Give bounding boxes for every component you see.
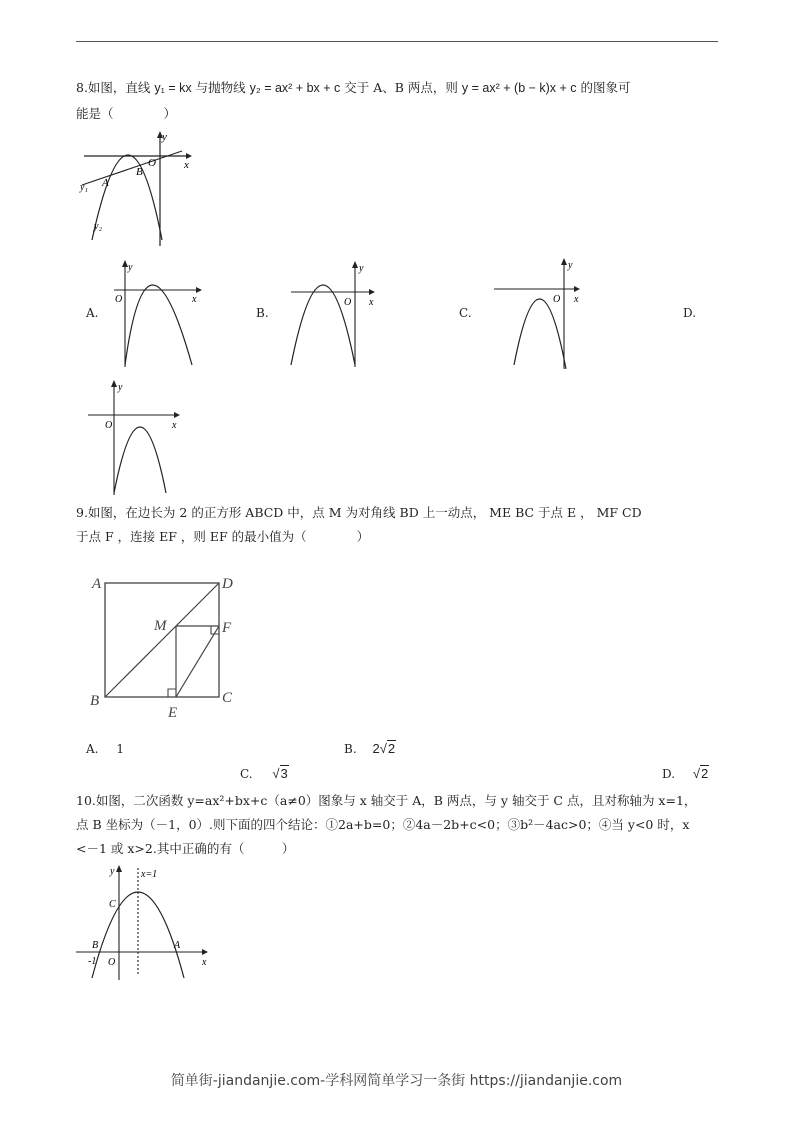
q8-label-x: x	[184, 159, 189, 171]
q8-eq-y1: y₁ = kx	[154, 81, 192, 95]
q8-option-c-label[interactable]: C.	[459, 306, 472, 320]
q10-x-arrow	[202, 949, 208, 955]
q9-option-c-label: C.	[240, 767, 253, 781]
q9-option-a[interactable]	[86, 742, 124, 756]
q9-option-b-label: B.	[344, 742, 357, 756]
q9-option-d[interactable]	[662, 766, 709, 781]
q10-label-x: x	[202, 957, 207, 968]
label-y: y	[359, 263, 364, 274]
q10-y-arrow	[116, 865, 122, 872]
label-y: y	[128, 262, 133, 273]
sqrt-icon: √	[692, 766, 700, 781]
q8-label-y: y	[162, 131, 167, 143]
q8-label-o: O	[148, 157, 156, 169]
label-c: C	[222, 690, 233, 706]
label-x: x	[369, 297, 374, 308]
q10-line3: <－1 或 x>2.其中正确的有（ ）	[76, 841, 295, 856]
q8-text-mid2: 交于 A、B 两点，则	[344, 80, 458, 95]
label-x: x	[574, 294, 579, 305]
parabola	[114, 427, 166, 493]
label-m: M	[154, 618, 167, 634]
q9-option-a-label: A.	[86, 742, 99, 756]
sqrt-icon: √	[272, 766, 280, 781]
label-e: E	[168, 705, 178, 720]
q8-line2: 能是（ ）	[76, 106, 177, 121]
label-y: y	[118, 382, 123, 393]
q9-option-b-radicand: 2	[387, 741, 396, 756]
q10-label-symmetry: x=1	[141, 869, 158, 880]
q10-label-y: y	[110, 866, 115, 877]
label-f: F	[222, 620, 232, 636]
q10-label-b: B	[92, 940, 99, 951]
q9-option-c-radicand: 3	[280, 766, 288, 781]
q9-option-d-label: D.	[662, 767, 676, 781]
label-o: O	[553, 294, 561, 305]
parabola	[514, 299, 566, 369]
q8-text-suffix: 的图象可	[580, 80, 631, 95]
q8-text-mid1: 与抛物线	[195, 80, 246, 95]
label-a: A	[92, 576, 102, 592]
q8-option-a-graph[interactable]	[112, 257, 207, 369]
arrow-y	[111, 380, 117, 387]
q10-label-a: A	[174, 940, 181, 951]
q8-option-c-graph[interactable]	[492, 257, 587, 369]
q8-text-prefix: 8.如图，直线	[76, 80, 151, 95]
q8-option-d-label[interactable]: D.	[683, 306, 697, 320]
label-o: O	[115, 294, 123, 305]
q8-option-b-graph[interactable]	[289, 257, 384, 369]
q9-option-b-coef: 2	[372, 741, 380, 756]
label-x: x	[192, 294, 197, 305]
q8-figure	[74, 128, 199, 246]
q9-figure	[84, 570, 244, 720]
q8-option-a-label[interactable]: A.	[86, 306, 99, 320]
label-o: O	[344, 297, 352, 308]
q8-label-y2: y₂	[94, 221, 102, 232]
label-b: B	[90, 693, 100, 709]
label-o: O	[105, 420, 113, 431]
q10-label-neg1: -1	[88, 956, 97, 967]
q10-line2: 点 B 坐标为（－1，0）.则下面的四个结论：①2a+b=0；②4a－2b+c<0；③b²－4ac>0；④当 y<0 时，x	[76, 817, 690, 832]
q8-eq-y2: y₂ = ax² + bx + c	[249, 81, 341, 95]
q8-option-d-graph[interactable]	[86, 377, 186, 495]
label-x: x	[172, 420, 177, 431]
q8-label-y1: y₁	[80, 182, 88, 193]
arrow-y	[561, 258, 567, 265]
q9-option-d-radicand: 2	[700, 766, 709, 781]
q9-line1: 9.如图，在边长为 2 的正方形 ABCD 中，点 M 为对角线 BD 上一动点， ME BC 于点 E ， MF CD	[76, 505, 642, 520]
sqrt-icon: √	[379, 741, 387, 756]
q10-label-o: O	[108, 957, 116, 968]
q10-line1: 10.如图，二次函数 y=ax²+bx+c（a≠0）图象与 x 轴交于 A，B 两点，与 y 轴交于 C 点，且对称轴为 x=1，	[76, 793, 697, 808]
label-d: D	[222, 576, 233, 592]
arrow-x	[574, 286, 580, 292]
q8-label-a: A	[102, 177, 109, 189]
q9-option-b[interactable]	[344, 741, 396, 756]
arrow-x	[369, 289, 375, 295]
q8-label-b: B	[136, 166, 143, 178]
q8-option-b-label[interactable]: B.	[256, 306, 269, 320]
q8-eq-y: y = ax² + (b − k)x + c	[461, 81, 577, 95]
segment-ef	[176, 626, 219, 697]
q10-label-c: C	[109, 899, 116, 910]
q9-line2: 于点 F ，连接 EF ，则 EF 的最小值为（ ）	[76, 529, 370, 544]
footer-watermark: 简单街-jiandanjie.com-学科网简单学习一条街 https://jiandanjie.com	[170, 1073, 623, 1089]
q10-figure	[72, 862, 217, 980]
diagonal-bd	[105, 583, 219, 697]
right-angle-e	[168, 689, 176, 697]
arrow-x	[196, 287, 202, 293]
header-rule	[76, 41, 718, 42]
q9-option-c[interactable]	[240, 766, 289, 781]
label-y: y	[568, 260, 573, 271]
q9-option-a-value: 1	[116, 742, 124, 756]
arrow-y	[352, 261, 358, 268]
arrow-x	[174, 412, 180, 418]
parabola	[125, 285, 192, 365]
q8-line1	[76, 75, 631, 101]
